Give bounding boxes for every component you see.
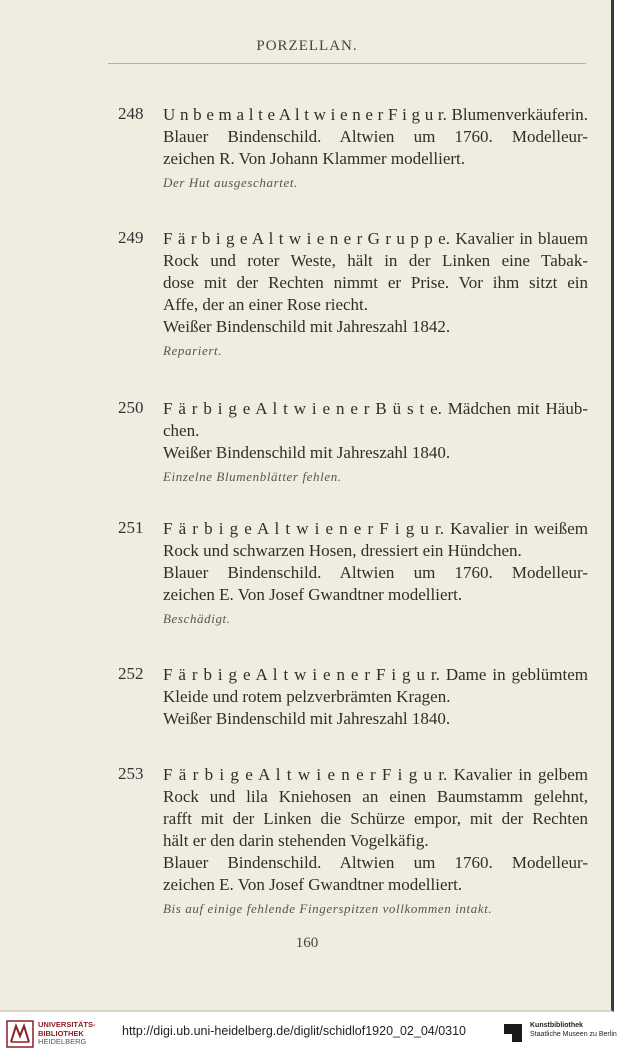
entry-body (163, 228, 588, 361)
heidelberg-logo[interactable] (6, 1018, 116, 1050)
entry-description-start: Blumenverkäuferin. (446, 105, 588, 124)
entry-text-line: Weißer Bindenschild mit Jahreszahl 1840. (163, 443, 451, 462)
entry-body (163, 104, 588, 193)
entry-description-start: Kavalier in blauem (449, 229, 589, 248)
entry-text-line: Rock und roter Weste, hält in der Linken eine Tabak- (163, 251, 588, 270)
entry-text-line: Kleide und rotem pelzverbrämten Kragen. (163, 687, 451, 706)
entry-title: F ä r b i g e A l t w i e n e r F i g u r. (163, 765, 448, 784)
entry-body (163, 398, 588, 487)
page-number: 160 (295, 935, 319, 951)
heidelberg-logo-text: UNIVERSITÄTS- BIBLIOTHEK HEIDELBERG (38, 1020, 96, 1046)
entry-title-line (163, 104, 588, 126)
kunstbibliothek-logo-text: Kunstbibliothek Staatliche Museen zu Berlin (530, 1022, 617, 1038)
entry-number: 252 (118, 664, 144, 683)
entry-title: F ä r b i g e A l t w i e n e r B ü s t e. (163, 399, 442, 418)
entry-text-line: zeichen E. Von Josef Gwandtner modelliert. (163, 585, 463, 604)
entry-title: F ä r b i g e A l t w i e n e r F i g u r. (163, 665, 440, 684)
entry-text-line: Weißer Bindenschild mit Jahreszahl 1842. (163, 317, 451, 336)
entry-text-line: Blauer Bindenschild. Altwien um 1760. Modelleur- (163, 127, 588, 146)
permalink-url[interactable]: http://digi.ub.uni-heidelberg.de/diglit/schidlof1920_02_04/0310 (122, 1024, 467, 1038)
entry-number: 253 (118, 764, 144, 783)
entry-title-line (163, 398, 588, 420)
condition-note: Bis auf einige fehlende Fingerspitzen vollkommen intakt. (163, 901, 493, 916)
entry-text-line: rafft mit der Linken die Schürze empor, mit der Rechten (163, 809, 588, 828)
entry-text-line: Blauer Bindenschild. Altwien um 1760. Modelleur- (163, 563, 588, 582)
entry-text-line: Affe, der an einer Rose riecht. (163, 295, 369, 314)
condition-note: Beschädigt. (163, 611, 231, 626)
entry-text-line: Weißer Bindenschild mit Jahreszahl 1840. (163, 709, 451, 728)
entry-title-line (163, 518, 588, 540)
entry-title: F ä r b i g e A l t w i e n e r F i g u r. (163, 519, 445, 538)
entry-body (163, 664, 588, 730)
entry-body (163, 764, 588, 919)
entry-text-line: zeichen R. Von Johann Klammer modelliert. (163, 149, 465, 168)
entry-text-line: dose mit der Rechten nimmt er Prise. Vor ihm sitzt ein (163, 273, 588, 292)
entry-text-line: Rock und schwarzen Hosen, dressiert ein Hündchen. (163, 541, 522, 560)
entry-title-line (163, 764, 588, 786)
entry-description-start: Dame in geblümtem (439, 665, 588, 684)
university-crest-icon (6, 1020, 34, 1048)
condition-note: Einzelne Blumenblätter fehlen. (163, 469, 342, 484)
condition-note: Repariert. (163, 343, 223, 358)
entry-title-line (163, 664, 588, 686)
header-rule (108, 63, 586, 64)
entry-title-line (163, 228, 588, 250)
entry-number: 248 (118, 104, 144, 123)
page-header: PORZELLAN. (256, 38, 358, 54)
footer-bar (0, 1012, 619, 1055)
entry-description-start: Kavalier in weißem (444, 519, 588, 538)
entry-description-start: Kavalier in gelbem (447, 765, 588, 784)
entry-title: U n b e m a l t e A l t w i e n e r F i g u r. (163, 105, 447, 124)
kunstbibliothek-logo[interactable] (502, 1018, 617, 1050)
entry-text-line: hält er den darin stehenden Vogelkäfig. (163, 831, 429, 850)
entry-text-line: zeichen E. Von Josef Gwandtner modelliert. (163, 875, 463, 894)
entry-number: 250 (118, 398, 144, 417)
entry-text-line: Blauer Bindenschild. Altwien um 1760. Modelleur- (163, 853, 588, 872)
entry-text-line: Rock und lila Kniehosen an einen Baumstamm gelehnt, (163, 787, 588, 806)
entry-number: 251 (118, 518, 144, 537)
kunstbibliothek-mark-icon (502, 1022, 524, 1044)
condition-note: Der Hut ausgeschartet. (163, 175, 298, 190)
entry-title: F ä r b i g e A l t w i e n e r G r u p p e. (163, 229, 450, 248)
entry-body (163, 518, 588, 629)
entry-number: 249 (118, 228, 144, 247)
entry-text-line: chen. (163, 421, 200, 440)
entry-description-start: Mädchen mit Häub- (441, 399, 588, 418)
